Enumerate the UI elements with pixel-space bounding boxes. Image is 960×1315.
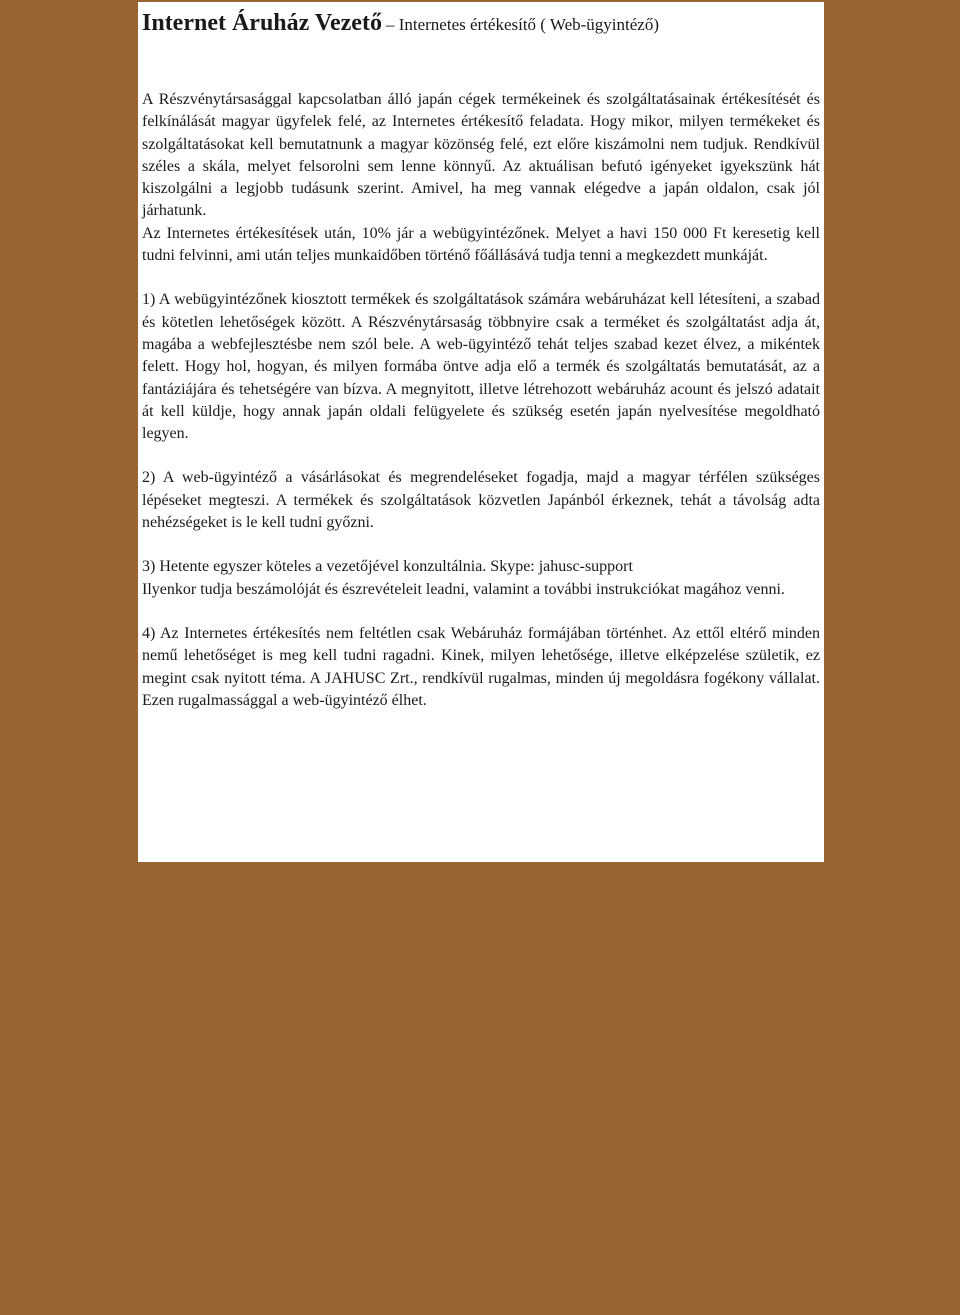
point-4-paragraph: 4) Az Internetes értékesítés nem feltétlen csak Webáruház formájában történhet. Az ettől eltérő minden nemű lehetőséget is meg kell tudni ragadni. Kinek, milyen lehetősége, illetve elképzelése születik, ez megint csak nyitott téma. A JAHUSC Zrt., rendkívül rugalmas, minden új megoldásra fogékony vállalat. Ezen rugalmassággal a web-ügyintéző élhet. [142, 624, 820, 709]
page-subtitle: – Internetes értékesítő ( Web-ügyintéző) [385, 15, 659, 34]
document-page [138, 2, 824, 862]
point-3-continuation: Ilyenkor tudja beszámolóját és észrevételeit leadni, valamint a további instrukciókat magához venni. [142, 580, 785, 598]
page-title-line [142, 8, 820, 41]
page-title: Internet Áruház Vezető [142, 10, 382, 36]
point-2-paragraph: 2) A web-ügyintéző a vásárlásokat és megrendeléseket fogadja, majd a magyar térfélen szükséges lépéseket megteszi. A termékek és szolgáltatások közvetlen Japánból érkeznek, tehát a távolság adta nehézségeket is le kell tudni győzni. [142, 469, 820, 532]
point-1-paragraph: 1) A webügyintézőnek kiosztott termékek és szolgáltatások számára webáruházat kell létesíteni, a szabad és kötetlen lehetőségek között. A Részvénytársaság többnyire csak a terméket és szolgáltatást adja át, magába a webfejlesztésbe nem szól bele. A web-ügyintéző tehát teljes szabad kezet élvez, a mikéntek felett. Hogy hol, hogyan, és milyen formába öntve adja elő a termék és szolgáltatás bemutatását, az a fantáziájára és tehetségére van bízva. A megnyitott, illetve létrehozott webáruház acount és jelszó adatait át kell küldje, hogy annak japán oldali felügyelete és szükség esetén japán nyelvesítése megoldható legyen. [142, 291, 820, 443]
intro-paragraph: A Részvénytársasággal kapcsolatban álló japán cégek termékeinek és szolgáltatásainak értékesítését és felkínálását magyar ügyfelek felé, az Internetes értékesítő feladata. Hogy mikor, milyen termékeket és szolgáltatásokat kell bemutatnunk a magyar közönség felé, ezt előre kiszámolni nem tudjuk. Rendkívül széles a skála, melyet felsorolni sem lenne könnyű. Az aktuálisan befutó igényeket igyekszünk hát kiszolgálni a legjobb tudásunk szerint. Amivel, ha meg vannak elégedve a japán oldalon, csak jól járhatunk. [142, 91, 820, 220]
point-3-paragraph: 3) Hetente egyszer köteles a vezetőjével konzultálnia. Skype: jahusc-support [142, 558, 633, 576]
commission-paragraph: Az Internetes értékesítések után, 10% jár a webügyintézőnek. Melyet a havi 150 000 Ft keresetig kell tudni felvinni, ami után teljes munkaidőben történő főállásává tudja tenni a megkezdett munkáját. [142, 224, 820, 265]
